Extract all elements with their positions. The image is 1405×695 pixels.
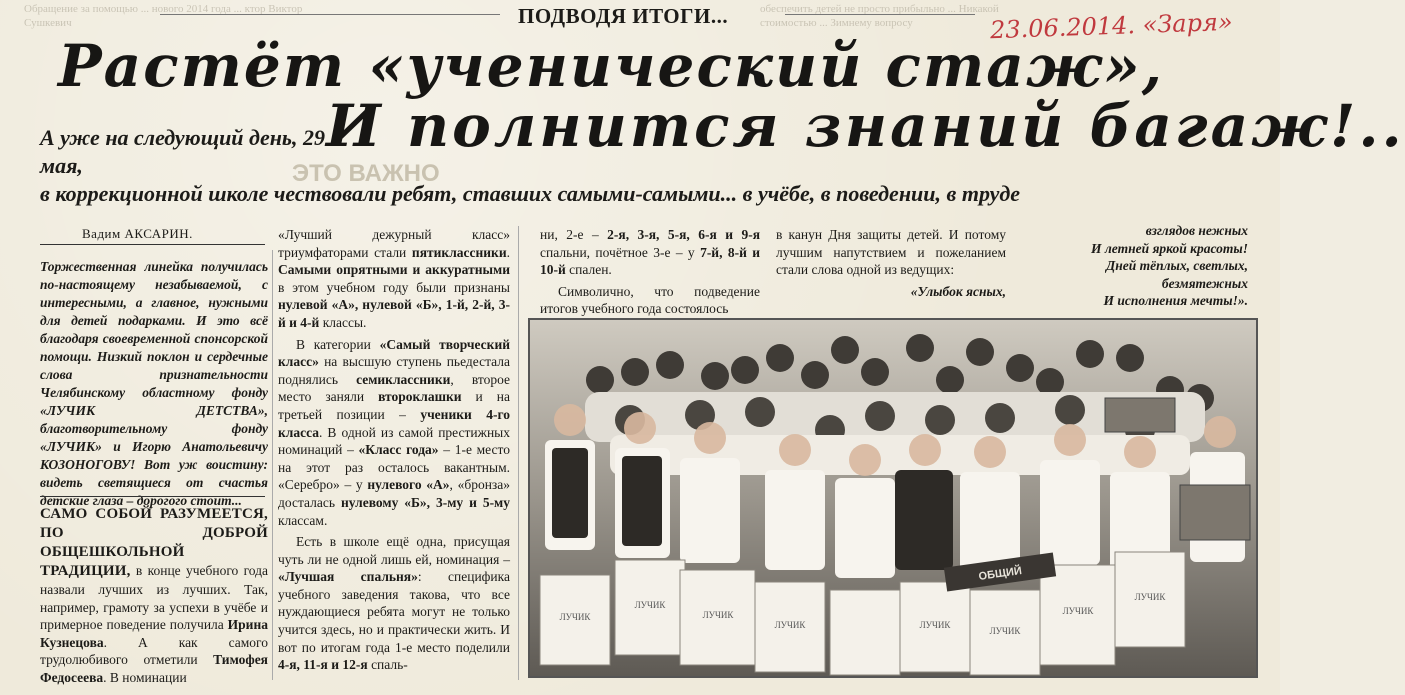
rubric-rule-left: [160, 14, 500, 15]
column-divider-2: [518, 226, 519, 680]
col1-name-1: Ирина Кузнецова: [40, 617, 268, 650]
col2-text: – 1-е место на этот раз осталось вакантным. «Серебро» – у: [278, 442, 510, 493]
headline-line-2: И полнится знаний багаж!..: [326, 92, 1405, 160]
col1-name-2: Тимофея Федосеева: [40, 652, 268, 685]
bleed-through-left: Обращение за помощью ... нового 2014 года ... ктор Виктор Сушкевич: [24, 3, 303, 29]
group-photo: [528, 318, 1258, 678]
headline-line-1: Растёт «ученический стаж»,: [58, 32, 1164, 100]
col2-bold: «Самый творческий класс»: [278, 336, 510, 370]
col3-text: ни, 2-е –: [540, 227, 608, 242]
col2-text: триумфаторами стали: [278, 244, 412, 260]
poem-line: Дней тёплых, светлых,: [1106, 258, 1248, 274]
col2-text: , второе место заняли: [278, 371, 510, 405]
col2-bold: «Лучшая спальня»: [278, 569, 418, 585]
box-label: ОБЩИЙ: [977, 565, 1023, 583]
group-photo-illustration: [530, 320, 1256, 676]
article-column-1: [40, 505, 268, 687]
poem-line: взглядов нежных: [1145, 223, 1248, 238]
col3-bold: 7-й, 8-й и 10-й: [540, 244, 760, 278]
col4-text: в канун Дня защиты детей. И потому лучшим напутствием и пожеланием стали слова одной из ведущих:: [776, 227, 1006, 278]
bag-label: ЛУЧИК: [989, 626, 1021, 636]
col2-text: . В одной из самой престижных номинаций –: [278, 424, 510, 458]
poem-line: безмятежных: [1161, 275, 1248, 291]
col2-text: спаль-: [367, 657, 408, 673]
col2-text: классам.: [278, 512, 328, 528]
bag-label: ЛУЧИК: [1134, 592, 1166, 602]
col1-text-3: . В номинации: [103, 669, 187, 685]
rubric-rule-right: [785, 14, 975, 15]
poem-line: И летней яркой красоты!: [1090, 240, 1248, 256]
col2-text: Есть в школе ещё одна, присущая чуть ли не одной лишь ей, номинация –: [278, 534, 510, 567]
byline-rule: [40, 244, 265, 245]
col2-text: В категории: [296, 336, 380, 352]
author-byline: Вадим АКСАРИН.: [82, 226, 193, 241]
col2-text: , «бронза» досталась: [278, 477, 510, 510]
col2-bold: нулевому «Б», 3-му и 5-му: [340, 494, 511, 510]
col1-text-1: в конце учебного года назвали лучших из лучших. Так, например, грамоту за успехи в учёбе и примерное поведение получила: [40, 563, 268, 633]
bleed-through-right: обеспечить детей не просто прибыльно ... Никакой стоимостью ... Зимнему вопросу: [760, 3, 999, 29]
lead-part-1: А уже на следующий день, 29 мая,: [40, 125, 325, 178]
col2-text: .: [506, 244, 510, 260]
col3-paragraph-2: Символично, что подведение итогов учебного года состоялось: [540, 283, 760, 317]
closing-poem: [1024, 222, 1248, 310]
lead-part-2: в коррекционной школе чествовали ребят, ставших самыми-самыми... в учёбе, в поведении, в труде: [40, 181, 1021, 206]
col2-text: на высшую ступень пьедестала поднялись: [278, 354, 510, 387]
poem-line: И исполнения мечты!».: [1103, 293, 1248, 309]
bag-label: ЛУЧИК: [634, 600, 666, 610]
col2-text: классы.: [319, 314, 367, 330]
col3-text: спальни, почётное 3-е – у: [540, 244, 701, 260]
bag-label: ЛУЧИК: [919, 620, 951, 630]
col2-bold: нулевого «А»: [367, 477, 450, 493]
col3-text: спален.: [565, 262, 612, 278]
col3-bold: 2-я, 3-я, 5-я, 6-я и 9-я: [607, 227, 760, 242]
bag-label: ЛУЧИК: [1062, 606, 1094, 616]
col2-bold: нулевой «А», нулевой «Б», 1-й, 2-й, 3-й и 4-й: [278, 297, 510, 330]
rubric-title: ПОДВОДЯ ИТОГИ...: [518, 4, 729, 28]
col2-bold: 4-я, 11-я и 12-я: [278, 657, 368, 673]
bleed-through-heading: ЭТО ВАЖНО: [292, 160, 440, 187]
bag-label: ЛУЧИК: [559, 612, 591, 622]
bag-label: ЛУЧИК: [702, 610, 734, 620]
date-stamp: 23.06.2014. «Заря»: [989, 7, 1233, 45]
col2-text: и на третьей позиции –: [278, 389, 510, 422]
col2-text: «Лучший дежурный класс»: [278, 227, 510, 242]
col2-bold: Самыми опрятными и аккуратными: [278, 262, 510, 278]
col2-text: в этом учебном году были признаны: [278, 279, 510, 295]
drop-caps-lead: САМО СОБОЙ РАЗУМЕЕТСЯ, ПО ДОБРОЙ ОБЩЕШКОЛЬНОЙ ТРАДИЦИИ,: [40, 506, 268, 579]
col2-bold: пятиклассники: [411, 244, 507, 260]
column-divider-1: [272, 250, 273, 680]
intro-rule: [40, 496, 265, 497]
article-column-4: [776, 226, 1006, 304]
col2-bold: ученики 4-го класса: [278, 406, 510, 440]
col2-bold: второклашки: [378, 389, 462, 405]
poem-opening: «Улыбок ясных,: [910, 283, 1006, 299]
article-column-2: [278, 226, 510, 678]
bag-label: ЛУЧИК: [774, 620, 806, 630]
col2-bold: семиклассники: [356, 371, 451, 387]
col2-text: : специфика учебного заведения такова, что все нуждающиеся ребята могут не только учится здесь, но и практически жить. И вот по итогам года 1-е место поделили: [278, 569, 510, 655]
col1-text-2: . А как самого трудолюбивого отметили: [40, 634, 268, 668]
article-column-3: [540, 226, 760, 322]
intro-paragraph: Торжественная линейка получилась по-настоящему незабываемой, с интересными, а главное, нужными для детей подарками. И это всё благодаря своевременной спонсорской помощи. Низкий поклон и сердечные слова признательности Челябинскому областному фонду «ЛУЧИК ДЕТСТВА», благотворительному фонду «ЛУЧИК» и Игорю Анатольевичу КОЗОНОГОВУ! Вот уж воистину: видеть светящиеся от счастья детские глаза – дорогого стоит...: [40, 259, 268, 508]
col2-bold: «Класс года»: [358, 442, 439, 458]
